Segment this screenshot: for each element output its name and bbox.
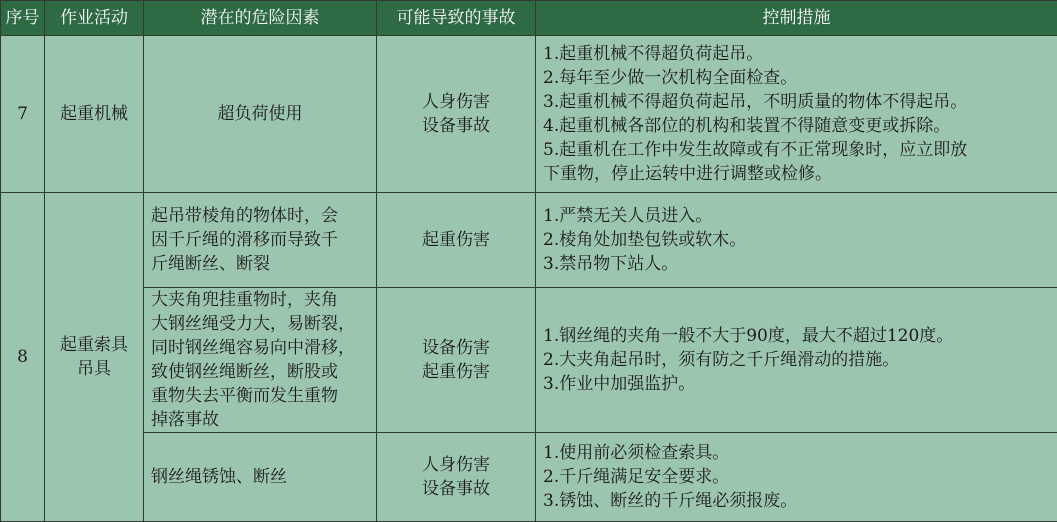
hazard-cell[interactable]: 超负荷使用 <box>144 36 377 193</box>
measure-text: 4.起重机械各部位的机构和装置不得随意变更或拆除。 <box>543 114 1054 138</box>
hazard-cell[interactable] <box>144 288 377 433</box>
hazard-text: 斤绳断丝、断裂 <box>151 252 373 276</box>
hazard-text: 同时钢丝绳容易向中滑移， <box>151 336 373 360</box>
hazard-text: 大夹角兜挂重物时，夹角 <box>151 288 373 312</box>
hazard-text: 致使钢丝绳断丝，断股或 <box>151 360 373 384</box>
header-accident[interactable]: 可能导致的事故 <box>377 1 536 36</box>
table-row <box>1 193 1057 288</box>
hazard-text: 重物失去平衡而发生重物 <box>151 384 373 408</box>
control-cell[interactable] <box>536 193 1057 288</box>
measure-text: 2.千斤绳满足安全要求。 <box>543 465 1054 489</box>
measure-text: 1.使用前必须检查索具。 <box>543 441 1054 465</box>
measure-text: 1.严禁无关人员进入。 <box>543 204 1054 228</box>
hazard-cell[interactable] <box>144 193 377 288</box>
accident-cell[interactable] <box>377 193 536 288</box>
accident-text: 起重伤害 <box>377 360 535 384</box>
measure-text: 3.起重机械不得超负荷起吊，不明质量的物体不得起吊。 <box>543 90 1054 114</box>
table-row <box>1 36 1057 193</box>
accident-text: 设备事故 <box>377 477 535 501</box>
accident-text: 设备事故 <box>377 114 535 138</box>
table-row <box>1 433 1057 522</box>
accident-cell[interactable] <box>377 36 536 193</box>
hazard-text: 掉落事故 <box>151 408 373 432</box>
control-cell[interactable] <box>536 433 1057 522</box>
accident-text: 起重伤害 <box>377 228 535 252</box>
header-control[interactable]: 控制措施 <box>536 1 1057 36</box>
header-hazard[interactable]: 潜在的危险因素 <box>144 1 377 36</box>
measure-text: 下重物，停止运转中进行调整或检修。 <box>543 162 1054 186</box>
measure-text: 2.每年至少做一次机构全面检查。 <box>543 66 1054 90</box>
header-seq[interactable]: 序号 <box>1 1 45 36</box>
activity-text: 吊具 <box>45 357 143 381</box>
accident-text: 设备伤害 <box>377 336 535 360</box>
table-row <box>1 288 1057 433</box>
measure-text: 5.起重机在工作中发生故障或有不正常现象时，应立即放 <box>543 138 1054 162</box>
activity-text: 起重索具 <box>45 333 143 357</box>
seq-cell[interactable]: 8 <box>1 193 45 522</box>
hazard-text: 起吊带棱角的物体时，会 <box>151 204 373 228</box>
measure-text: 1.钢丝绳的夹角一般不大于90度，最大不超过120度。 <box>543 324 1054 348</box>
accident-cell[interactable] <box>377 433 536 522</box>
activity-cell[interactable] <box>45 193 144 522</box>
control-cell[interactable] <box>536 36 1057 193</box>
accident-text: 人身伤害 <box>377 90 535 114</box>
accident-text: 人身伤害 <box>377 453 535 477</box>
accident-cell[interactable] <box>377 288 536 433</box>
activity-cell[interactable]: 起重机械 <box>45 36 144 193</box>
measure-text: 2.棱角处加垫包铁或软木。 <box>543 228 1054 252</box>
hazard-text: 因千斤绳的滑移而导致千 <box>151 228 373 252</box>
header-activity[interactable]: 作业活动 <box>45 1 144 36</box>
measure-text: 3.作业中加强监护。 <box>543 372 1054 396</box>
hazard-cell[interactable]: 钢丝绳锈蚀、断丝 <box>144 433 377 522</box>
hazard-text: 大钢丝绳受力大，易断裂， <box>151 312 373 336</box>
seq-cell[interactable]: 7 <box>1 36 45 193</box>
measure-text: 1.起重机械不得超负荷起吊。 <box>543 42 1054 66</box>
measure-text: 3.禁吊物下站人。 <box>543 252 1054 276</box>
header-row <box>1 1 1057 36</box>
measure-text: 2.大夹角起吊时，须有防之千斤绳滑动的措施。 <box>543 348 1054 372</box>
measure-text: 3.锈蚀、断丝的千斤绳必须报废。 <box>543 489 1054 513</box>
control-cell[interactable] <box>536 288 1057 433</box>
